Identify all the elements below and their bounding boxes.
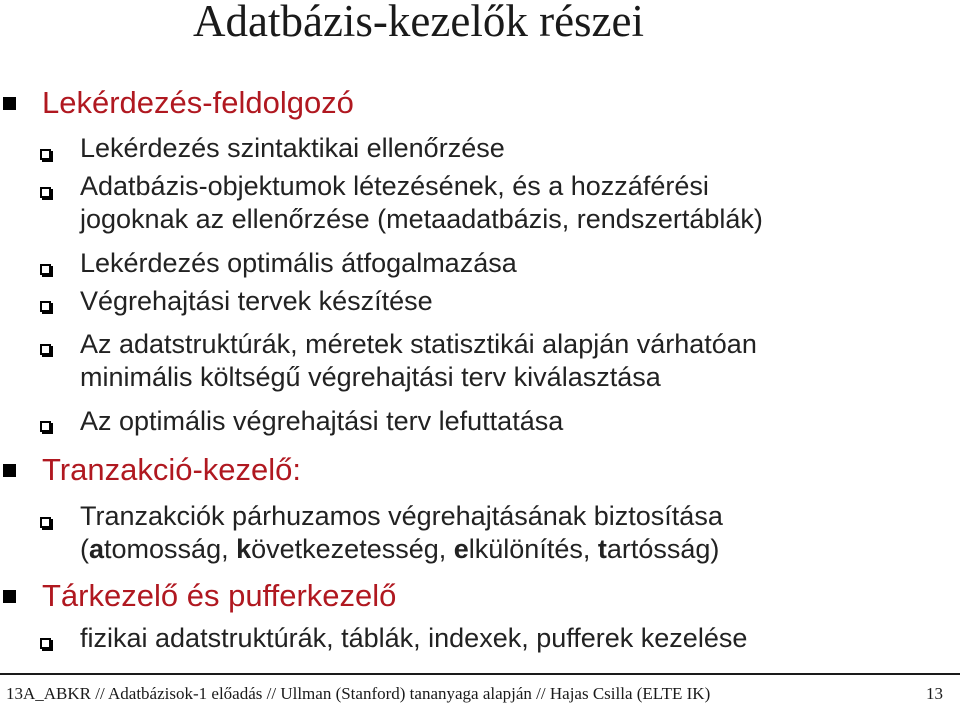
- hollow-square-bullet-icon: [40, 344, 51, 355]
- list-item: fizikai adatstruktúrák, táblák, indexek, pufferek kezelése: [80, 623, 748, 653]
- acid-letter-e: e: [453, 534, 469, 564]
- section-heading: Tárkezelő és pufferkezelő: [42, 578, 397, 613]
- list-item-continuation: minimális költségű végrehajtási terv kiválasztása: [80, 362, 661, 392]
- slide-title-text: Adatbázis-kezelők részei: [193, 0, 645, 46]
- hollow-square-bullet-icon: [40, 517, 51, 528]
- square-bullet-icon: [3, 464, 16, 477]
- hollow-square-bullet-icon: [40, 301, 51, 312]
- acid-text: tomosság,: [104, 534, 237, 564]
- page-number: 13: [926, 684, 943, 703]
- acid-letter-k: k: [236, 534, 252, 564]
- list-item: Az adatstruktúrák, méretek statisztikái alapján várhatóan: [80, 329, 757, 359]
- hollow-square-bullet-icon: [40, 149, 51, 160]
- acid-text: artósság): [606, 534, 720, 564]
- list-item: Az optimális végrehajtási terv lefuttatása: [80, 406, 564, 436]
- acid-text: lkülönítés,: [468, 534, 598, 564]
- footer-text: 13A_ABKR // Adatbázisok-1 előadás // Ullman (Stanford) tananyaga alapján // Hajas Csilla (ELTE IK): [6, 684, 711, 703]
- footer-divider: [0, 673, 960, 675]
- list-item: Végrehajtási tervek készítése: [80, 286, 433, 316]
- square-bullet-icon: [3, 590, 16, 603]
- list-item: Tranzakciók párhuzamos végrehajtásának biztosítása: [80, 501, 723, 531]
- acid-letter-t: t: [597, 534, 607, 564]
- list-item: Lekérdezés optimális átfogalmazása: [80, 248, 517, 278]
- list-item: Adatbázis-objektumok létezésének, és a hozzáférési: [80, 171, 709, 201]
- hollow-square-bullet-icon: [40, 421, 51, 432]
- list-item-continuation: [80, 533, 719, 566]
- acid-text: (: [80, 534, 89, 564]
- section-heading: Lekérdezés-feldolgozó: [42, 85, 354, 120]
- hollow-square-bullet-icon: [40, 187, 51, 198]
- section-heading: Tranzakció-kezelő:: [42, 452, 302, 487]
- acid-letter-a: a: [89, 534, 105, 564]
- list-item-continuation: jogoknak az ellenőrzése (metaadatbázis, rendszertáblák): [80, 204, 763, 234]
- hollow-square-bullet-icon: [40, 638, 51, 649]
- acid-text: övetkezetesség,: [251, 534, 454, 564]
- list-item: Lekérdezés szintaktikai ellenőrzése: [80, 133, 505, 163]
- hollow-square-bullet-icon: [40, 264, 51, 275]
- square-bullet-icon: [3, 97, 16, 110]
